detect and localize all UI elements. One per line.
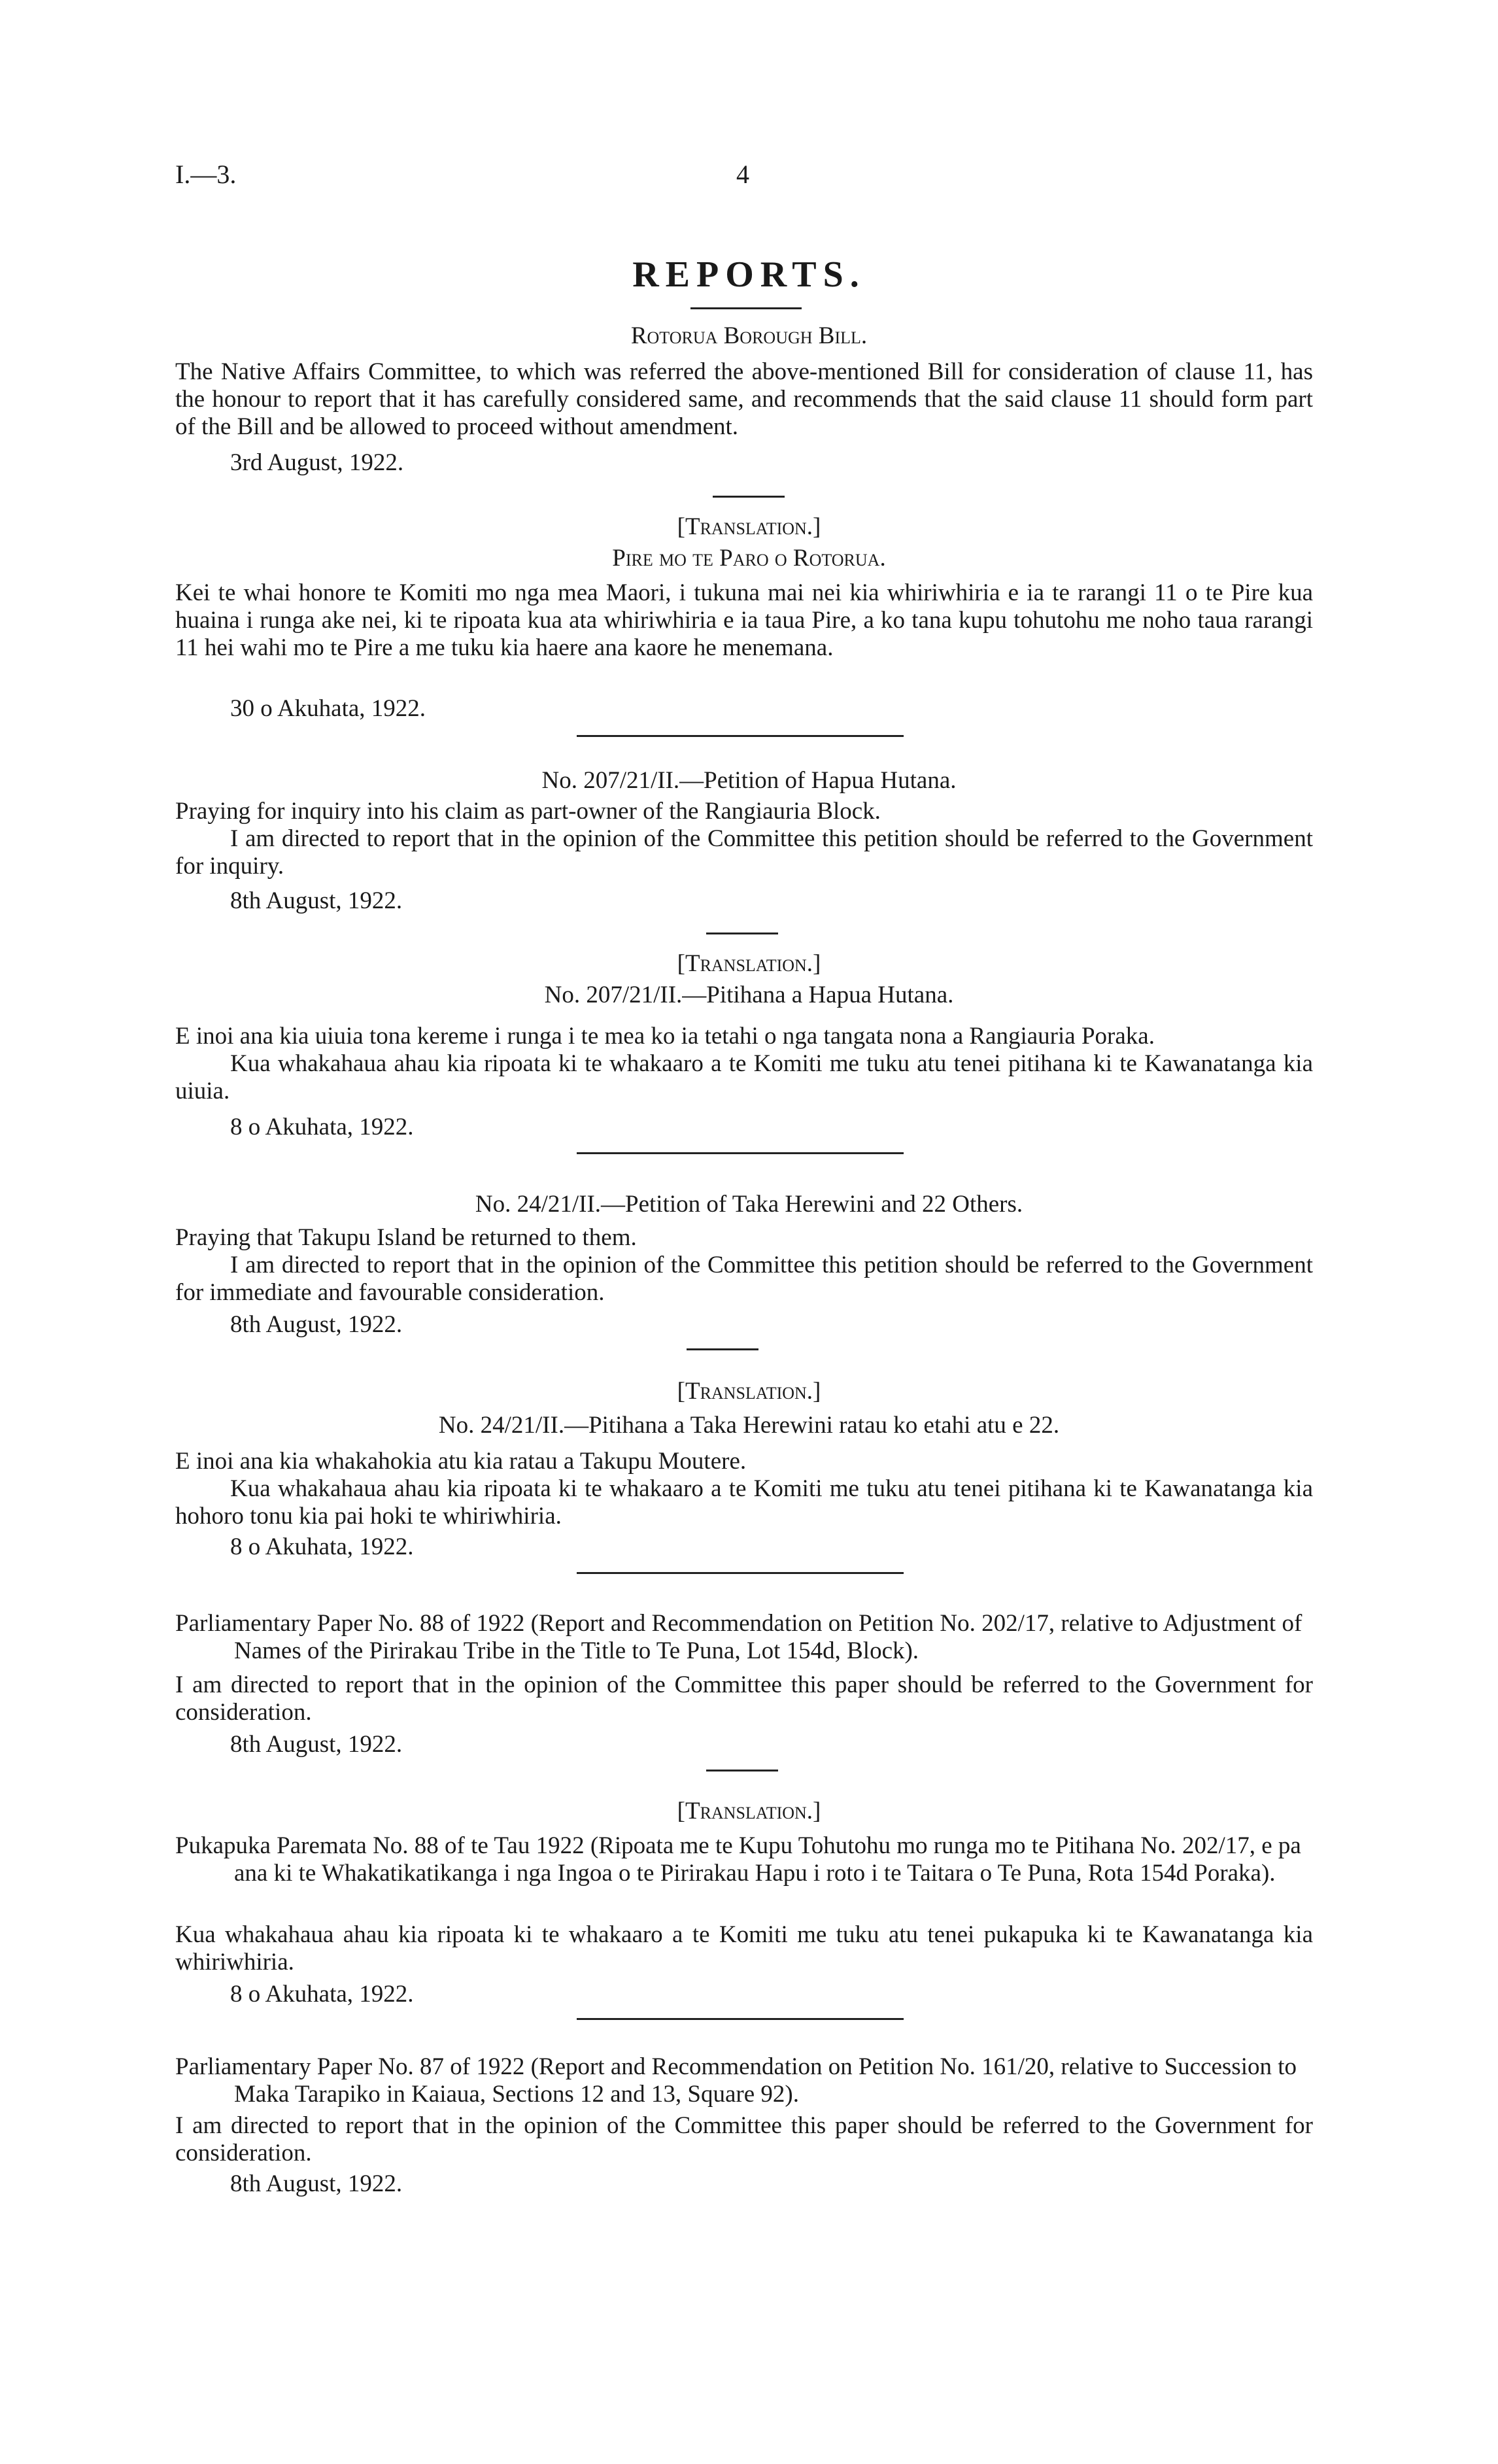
praying-line: Praying that Takupu Island be returned to them.: [175, 1224, 637, 1251]
section-body: Kei te whai honore te Komiti mo nga mea Maori, i tukuna mai nei kia whiriwhiria e ia te rarangi 11 o te Pire kua huaina i runga ake nei, ki te ripoata kua ata whiriwhiria e ia taua Pire, a ko tana kupu tohutohu me noho taua rarangi 11 hei wahi mo te Pire a me tuku kia haere ana kaore he menemana.: [175, 579, 1313, 661]
section-heading: Rotorua Borough Bill.: [630, 322, 868, 349]
translation-label: [Translation.]: [677, 950, 821, 977]
short-rule: [687, 1348, 758, 1350]
section-heading: Pire mo te Paro o Rotorua.: [612, 545, 886, 572]
short-rule: [706, 1770, 778, 1771]
translation-label: [Translation.]: [677, 1378, 821, 1405]
long-rule: [577, 2018, 904, 2020]
translation-label: [Translation.]: [677, 513, 821, 540]
section-body: Kua whakahaua ahau kia ripoata ki te whakaaro a te Komiti me tuku atu tenei pukapuka ki te Kawanatanga kia whiriwhiria.: [175, 1921, 1313, 1976]
paper-title: Parliamentary Paper No. 88 of 1922 (Report and Recommendation on Petition No. 202/17, relative to Adjustment of Names of the Pirirakau Tribe in the Title to Te Puna, Lot 154d, Block).: [175, 1610, 1302, 1664]
praying-line: Praying for inquiry into his claim as part-owner of the Rangiauria Block.: [175, 798, 881, 825]
page-number: 4: [736, 160, 749, 189]
section-date: 8th August, 1922.: [230, 1731, 403, 1758]
section-heading: No. 24/21/II.—Petition of Taka Herewini and 22 Others.: [475, 1191, 1023, 1218]
section-body: I am directed to report that in the opinion of the Committee this paper should be referred to the Government for consideration.: [175, 2112, 1313, 2166]
praying-line: E inoi ana kia uiuia tona kereme i runga i te mea ko ia tetahi o nga tangata nona a Rangiauria Poraka.: [175, 1023, 1155, 1050]
long-rule: [577, 1572, 904, 1574]
section-date: 30 o Akuhata, 1922.: [230, 695, 426, 722]
section-body: Kua whakahaua ahau kia ripoata ki te whakaaro a te Komiti me tuku atu tenei pitihana ki te Kawanatanga kia uiuia.: [175, 1050, 1313, 1104]
long-rule: [577, 1152, 904, 1154]
section-body: I am directed to report that in the opinion of the Committee this paper should be referred to the Government for consideration.: [175, 1671, 1313, 1726]
section-body: Kua whakahaua ahau kia ripoata ki te whakaaro a te Komiti me tuku atu tenei pitihana ki te Kawanatanga kia hohoro tonu kia pai hoki te whiriwhiria.: [175, 1475, 1313, 1530]
paper-title: Pukapuka Paremata No. 88 of te Tau 1922 (Ripoata me te Kupu Tohutohu mo runga mo te Pitihana No. 202/17, e pa ana ki te Whakatikatikanga i nga Ingoa o te Pirirakau Hapu i roto i te Taitara o Te Puna, Rota 154d Poraka).: [175, 1832, 1301, 1887]
section-heading: No. 207/21/II.—Petition of Hapua Hutana.: [541, 767, 957, 794]
section-date: 8th August, 1922.: [230, 887, 403, 914]
short-rule: [706, 933, 778, 934]
long-rule: [577, 735, 904, 737]
section-date: 8 o Akuhata, 1922.: [230, 1981, 414, 2008]
praying-line: E inoi ana kia whakahokia atu kia ratau a Takupu Moutere.: [175, 1448, 747, 1475]
section-date: 8th August, 1922.: [230, 2170, 403, 2197]
section-body: I am directed to report that in the opinion of the Committee this petition should be referred to the Government for immediate and favourable consideration.: [175, 1252, 1313, 1306]
section-body: The Native Affairs Committee, to which was referred the above-mentioned Bill for consideration of clause 11, has the honour to report that it has carefully considered same, and recommends that the said clause 11 should form part of the Bill and be allowed to proceed without amendment.: [175, 358, 1313, 440]
paper-title: Parliamentary Paper No. 87 of 1922 (Report and Recommendation on Petition No. 161/20, relative to Succession to Maka Tarapiko in Kaiaua, Sections 12 and 13, Square 92).: [175, 2053, 1297, 2108]
section-date: 8 o Akuhata, 1922.: [230, 1114, 414, 1140]
section-date: 8 o Akuhata, 1922.: [230, 1533, 414, 1560]
page-title: REPORTS.: [632, 254, 866, 295]
title-rule: [690, 307, 802, 309]
section-date: 3rd August, 1922.: [230, 449, 404, 476]
short-rule: [713, 496, 785, 498]
section-heading: No. 207/21/II.—Pitihana a Hapua Hutana.: [544, 982, 954, 1008]
section-body: I am directed to report that in the opinion of the Committee this petition should be referred to the Government for inquiry.: [175, 825, 1313, 880]
page-reference: I.—3.: [175, 160, 237, 189]
translation-label: [Translation.]: [677, 1798, 821, 1824]
section-heading: No. 24/21/II.—Pitihana a Taka Herewini ratau ko etahi atu e 22.: [438, 1412, 1060, 1439]
section-date: 8th August, 1922.: [230, 1311, 403, 1338]
